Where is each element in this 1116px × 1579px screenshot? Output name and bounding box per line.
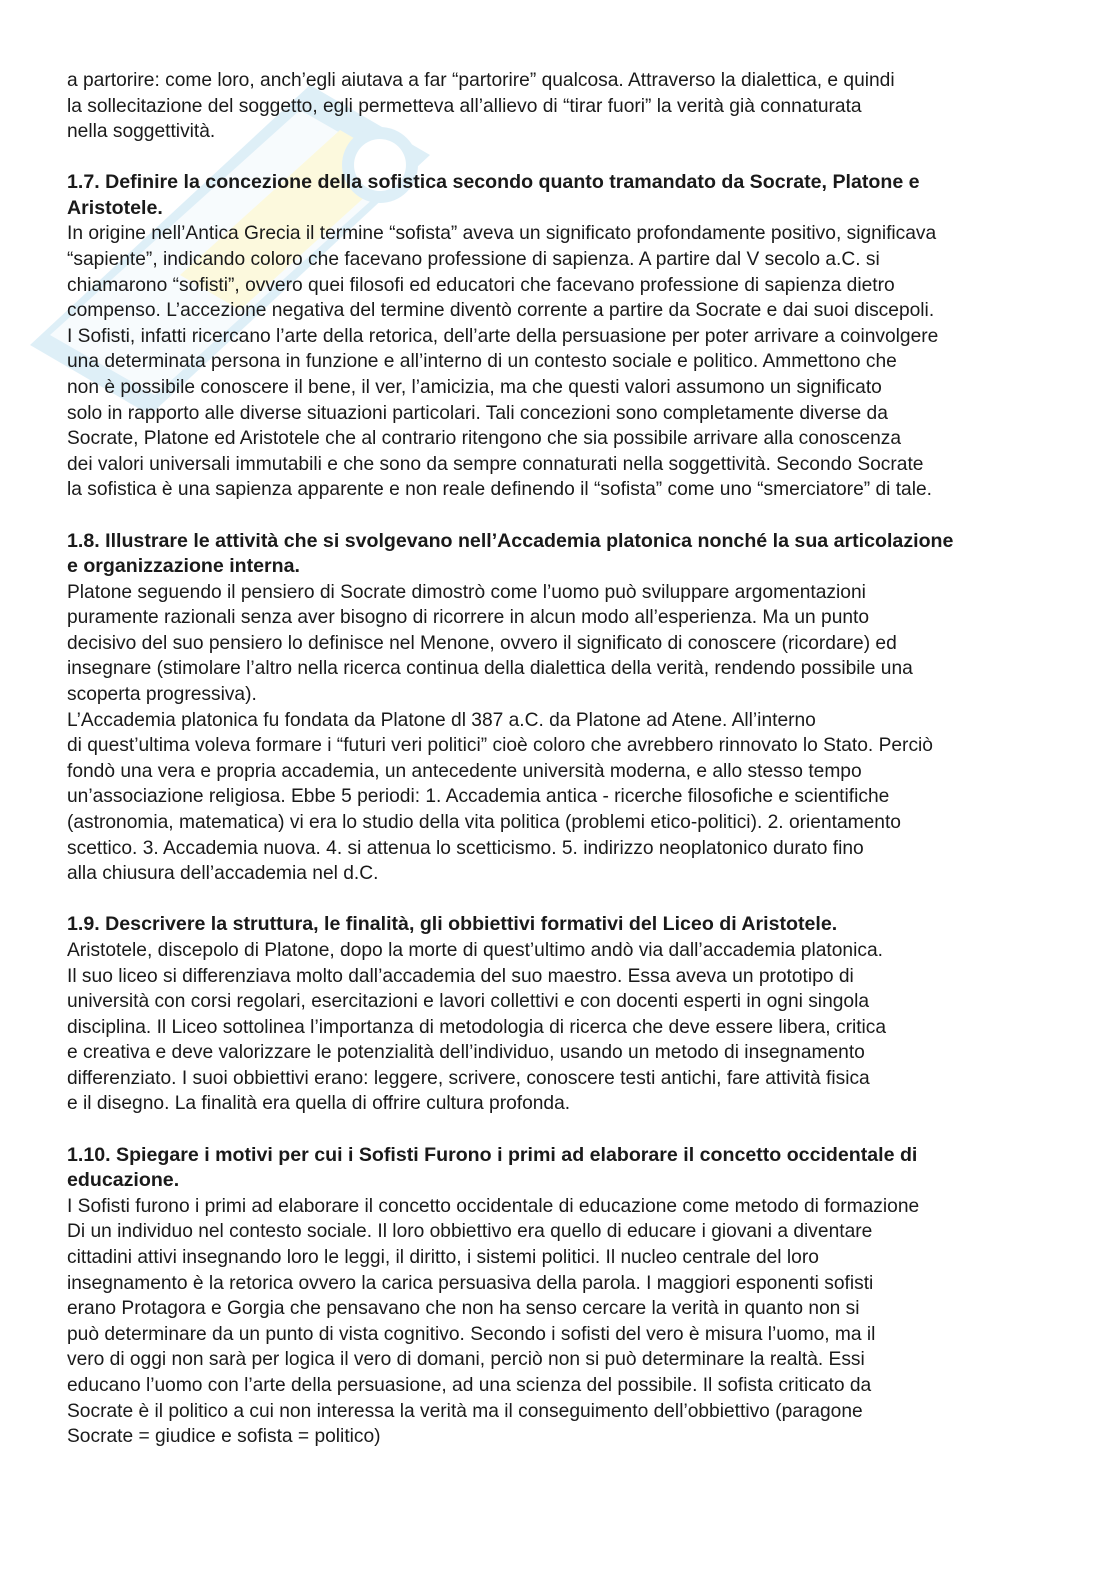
text-line: non è possibile conoscere il bene, il ver, l’amicizia, ma che questi valori assumono un significato xyxy=(67,377,882,399)
text-line: nella soggettività. xyxy=(67,121,216,143)
heading-line: 1.8. Illustrare le attività che si svolgevano nell’Accademia platonica nonché la sua articolazione xyxy=(67,529,954,552)
section-body xyxy=(67,1194,1087,1450)
section-heading xyxy=(67,912,1087,938)
text-line: la sollecitazione del soggetto, egli permetteva all’allievo di “tirar fuori” la verità già connaturata xyxy=(67,95,862,117)
text-line: erano Protagora e Gorgia che pensavano che non ha senso cercare la verità in quanto non si xyxy=(67,1298,860,1320)
section-heading xyxy=(67,1143,1087,1194)
text-line: Socrate, Platone ed Aristotele che al contrario ritengono che sia possibile arrivare alla conoscenza xyxy=(67,428,902,450)
text-line: I Sofisti, infatti ricercano l’arte della retorica, dell’arte della persuasione per poter arrivare a coinvolgere xyxy=(67,325,939,347)
text-line: “sapiente”, indicando coloro che facevano professione di sapienza. A partire dal V secolo a.C. si xyxy=(67,249,880,271)
section-heading xyxy=(67,170,1087,221)
text-line: disciplina. Il Liceo sottolinea l’importanza di metodologia di ricerca che deve essere libera, critica xyxy=(67,1016,887,1038)
text-line: L’Accademia platonica fu fondata da Platone dl 387 a.C. da Platone ad Atene. All’interno xyxy=(67,709,816,731)
text-line: di quest’ultima voleva formare i “futuri veri politici” cioè coloro che avrebbero rinnovato lo Stato. Perciò xyxy=(67,735,933,757)
text-line: educano l’uomo con l’arte della persuasione, ad una scienza del possibile. Il sofista criticato da xyxy=(67,1374,872,1396)
section-1-9 xyxy=(67,912,1087,1117)
heading-line: Aristotele. xyxy=(67,196,163,219)
text-line: In origine nell’Antica Grecia il termine “sofista” aveva un significato profondamente positivo, significava xyxy=(67,223,937,245)
text-line: dei valori universali immutabili e che sono da sempre connaturati nella soggettività. Secondo Socrate xyxy=(67,453,924,475)
text-line: scoperta progressiva). xyxy=(67,684,257,706)
text-line: solo in rapporto alle diverse situazioni particolari. Tali concezioni sono completamente diverse da xyxy=(67,402,888,424)
section-heading xyxy=(67,529,1087,580)
text-line: Di un individuo nel contesto sociale. Il loro obbiettivo era quello di educare i giovani a diventare xyxy=(67,1221,873,1243)
intro-paragraph xyxy=(67,68,1087,145)
text-line: a partorire: come loro, anch’egli aiutava a far “partorire” qualcosa. Attraverso la dialettica, e quindi xyxy=(67,70,895,91)
text-line: insegnare (stimolare l’altro nella ricerca continua della dialettica della verità, rendendo possibile una xyxy=(67,658,913,680)
text-line: decisivo del suo pensiero lo definisce nel Menone, ovvero il significato di conoscere (ricordare) ed xyxy=(67,632,897,654)
text-line: vero di oggi non sarà per logica il vero di domani, perciò non si può determinare la realtà. Essi xyxy=(67,1349,865,1371)
text-line: chiamarono “sofisti”, ovvero quei filosofi ed educatori che facevano professione di sapienza dietro xyxy=(67,274,895,296)
heading-line: 1.10. Spiegare i motivi per cui i Sofisti Furono i primi ad elaborare il concetto occidentale di xyxy=(67,1143,918,1166)
text-line: cittadini attivi insegnando loro le leggi, il diritto, i sistemi politici. Il nucleo centrale del loro xyxy=(67,1246,819,1268)
text-line: compenso. L’accezione negativa del termine diventò corrente a partire da Socrate e dai suoi discepoli. xyxy=(67,300,935,322)
text-line: Socrate = giudice e sofista = politico) xyxy=(67,1426,381,1448)
text-line: Aristotele, discepolo di Platone, dopo la morte di quest’ultimo andò via dall’accademia platonica. xyxy=(67,939,883,961)
text-line: puramente razionali senza aver bisogno di ricorrere in alcun modo all’esperienza. Ma un punto xyxy=(67,607,870,629)
text-line: Platone seguendo il pensiero di Socrate dimostrò come l’uomo può sviluppare argomentazioni xyxy=(67,581,866,603)
text-line: e il disegno. La finalità era quella di offrire cultura profonda. xyxy=(67,1093,571,1115)
section-body xyxy=(67,580,1087,887)
text-line: scettico. 3. Accademia nuova. 4. si attenua lo scetticismo. 5. indirizzo neoplatonico durato fino xyxy=(67,837,864,859)
heading-line: educazione. xyxy=(67,1169,180,1192)
text-line: un’associazione religiosa. Ebbe 5 periodi: 1. Accademia antica - ricerche filosofiche e scientifiche xyxy=(67,786,890,808)
section-body xyxy=(67,221,1087,503)
text-line: insegnamento è la retorica ovvero la carica persuasiva della parola. I maggiori esponenti sofisti xyxy=(67,1272,874,1294)
text-line: fondò una vera e propria accademia, un antecedente università moderna, e allo stesso tempo xyxy=(67,760,862,782)
heading-line: e organizzazione interna. xyxy=(67,555,300,578)
section-1-10 xyxy=(67,1143,1087,1450)
document-page xyxy=(67,68,1087,1450)
section-body xyxy=(67,938,1087,1117)
text-line: la sofistica è una sapienza apparente e non reale definendo il “sofista” come uno “smerciatore” di tale. xyxy=(67,479,932,501)
heading-line: 1.9. Descrivere la struttura, le finalità, gli obbiettivi formativi del Liceo di Aristotele. xyxy=(67,913,838,936)
text-line: alla chiusura dell’accademia nel d.C. xyxy=(67,863,379,885)
section-1-7 xyxy=(67,170,1087,503)
text-line: una determinata persona in funzione e all’interno di un contesto sociale e politico. Ammettono che xyxy=(67,351,897,373)
text-line: e creativa e deve valorizzare le potenzialità dell’individuo, usando un metodo di insegnamento xyxy=(67,1042,865,1064)
text-line: può determinare da un punto di vista cognitivo. Secondo i sofisti del vero è misura l’uomo, ma il xyxy=(67,1323,876,1345)
text-line: università con corsi regolari, esercitazioni e lavori collettivi e con docenti esperti in ogni singola xyxy=(67,991,870,1013)
text-line: differenziato. I suoi obbiettivi erano: leggere, scrivere, conoscere testi antichi, fare attività fisica xyxy=(67,1067,870,1089)
text-line: Socrate è il politico a cui non interessa la verità ma il conseguimento dell’obbiettivo (paragone xyxy=(67,1400,863,1422)
text-line: (astronomia, matematica) vi era lo studio della vita politica (problemi etico-politici). 2. orientamento xyxy=(67,812,901,834)
text-line: I Sofisti furono i primi ad elaborare il concetto occidentale di educazione come metodo di formazione xyxy=(67,1195,920,1217)
section-1-8 xyxy=(67,529,1087,887)
heading-line: 1.7. Definire la concezione della sofistica secondo quanto tramandato da Socrate, Platone e xyxy=(67,171,920,194)
text-line: Il suo liceo si differenziava molto dall’accademia del suo maestro. Essa aveva un prototipo di xyxy=(67,965,854,987)
